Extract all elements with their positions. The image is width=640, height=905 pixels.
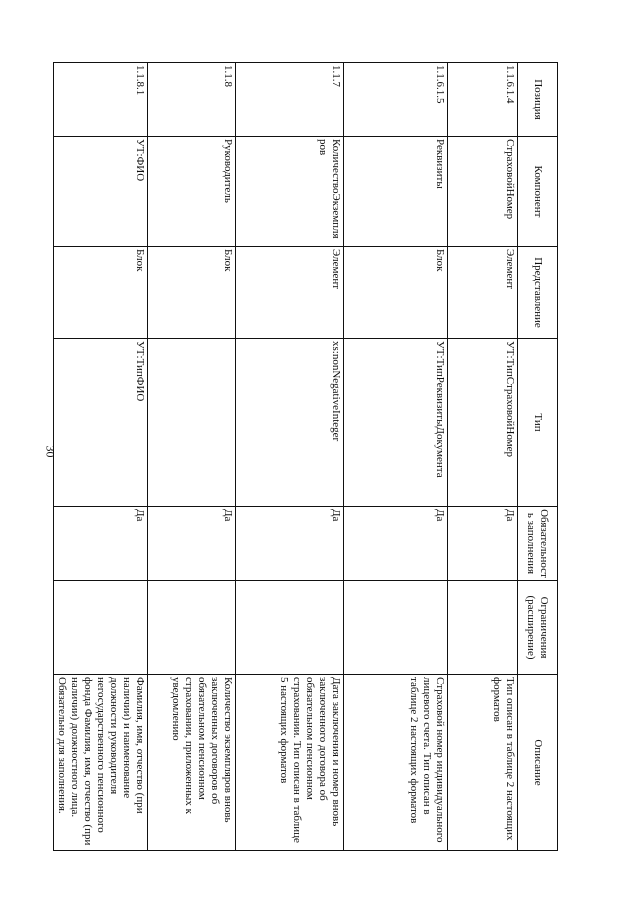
cell-description: Страховой номер индивидуального лицевого счета. Тип описан в таблице 2 настоящих форматов (344, 675, 448, 851)
page-number: 30 (43, 445, 58, 458)
cell-limits (344, 581, 448, 675)
cell-type (148, 339, 236, 507)
cell-component: УТ:ФИО (54, 137, 148, 247)
cell-description: Дата заключения и номер вновь заключенного договора об обязательном пенсионном страховании. Тип описан в таблице 5 настоящих форматов (236, 675, 344, 851)
cell-required: Да (448, 507, 518, 581)
cell-required: Да (236, 507, 344, 581)
cell-representation: Блок (148, 247, 236, 339)
cell-type: xs:nonNegativeInteger (236, 339, 344, 507)
header-limits: Ограничения (расширение) (518, 581, 558, 675)
cell-position: 1.1.6.1.4 (448, 63, 518, 137)
cell-representation: Блок (54, 247, 148, 339)
header-description: Описание (518, 675, 558, 851)
header-position: Позиция (518, 63, 558, 137)
cell-representation: Элемент (448, 247, 518, 339)
header-type: Тип (518, 339, 558, 507)
header-component: Компонент (518, 137, 558, 247)
description-text: Фамилия, имя, отчество (при наличии) и наименование должности руководителя негосударственного пенсионного фонда (82, 677, 146, 833)
cell-component: СтраховойНомер (448, 137, 518, 247)
cell-limits (448, 581, 518, 675)
table-row (236, 63, 344, 851)
cell-position: 1.1.8 (148, 63, 236, 137)
cell-limits (148, 581, 236, 675)
cell-limits (54, 581, 148, 675)
cell-representation: Элемент (236, 247, 344, 339)
rotated-table-container (56, 62, 558, 850)
description-overflow-text: Фамилия, имя, отчество (при наличии) должностного лица. Обязательно для заполнения. (56, 677, 94, 846)
cell-description: Тип описан в таблице 2 настоящих форматов (448, 675, 518, 851)
cell-type: УТ:ТипРеквизитыДокумента (344, 339, 448, 507)
cell-representation: Блок (344, 247, 448, 339)
cell-description (54, 675, 148, 851)
table-row (54, 63, 148, 851)
header-required: Обязательность заполнения (518, 507, 558, 581)
cell-required: Да (54, 507, 148, 581)
table-row (148, 63, 236, 851)
cell-position: 1.1.6.1.5 (344, 63, 448, 137)
table-row (344, 63, 448, 851)
cell-position: 1.1.7 (236, 63, 344, 137)
cell-position: 1.1.8.1 (54, 63, 148, 137)
cell-required: Да (148, 507, 236, 581)
table-row (448, 63, 518, 851)
components-table (53, 62, 558, 851)
cell-description: Количество экземпляров вновь заключенных договоров об обязательном пенсионном страховании, приложенных к уведомлению (148, 675, 236, 851)
header-row (518, 63, 558, 851)
cell-component: Руководитель (148, 137, 236, 247)
cell-limits (236, 581, 344, 675)
cell-type: УТ:ТипСтраховойНомер (448, 339, 518, 507)
cell-component: КоличествоЭкземпляров (236, 137, 344, 247)
cell-required: Да (344, 507, 448, 581)
header-representation: Представление (518, 247, 558, 339)
cell-component: Реквизиты (344, 137, 448, 247)
cell-type: УТ:ТипФИО (54, 339, 148, 507)
